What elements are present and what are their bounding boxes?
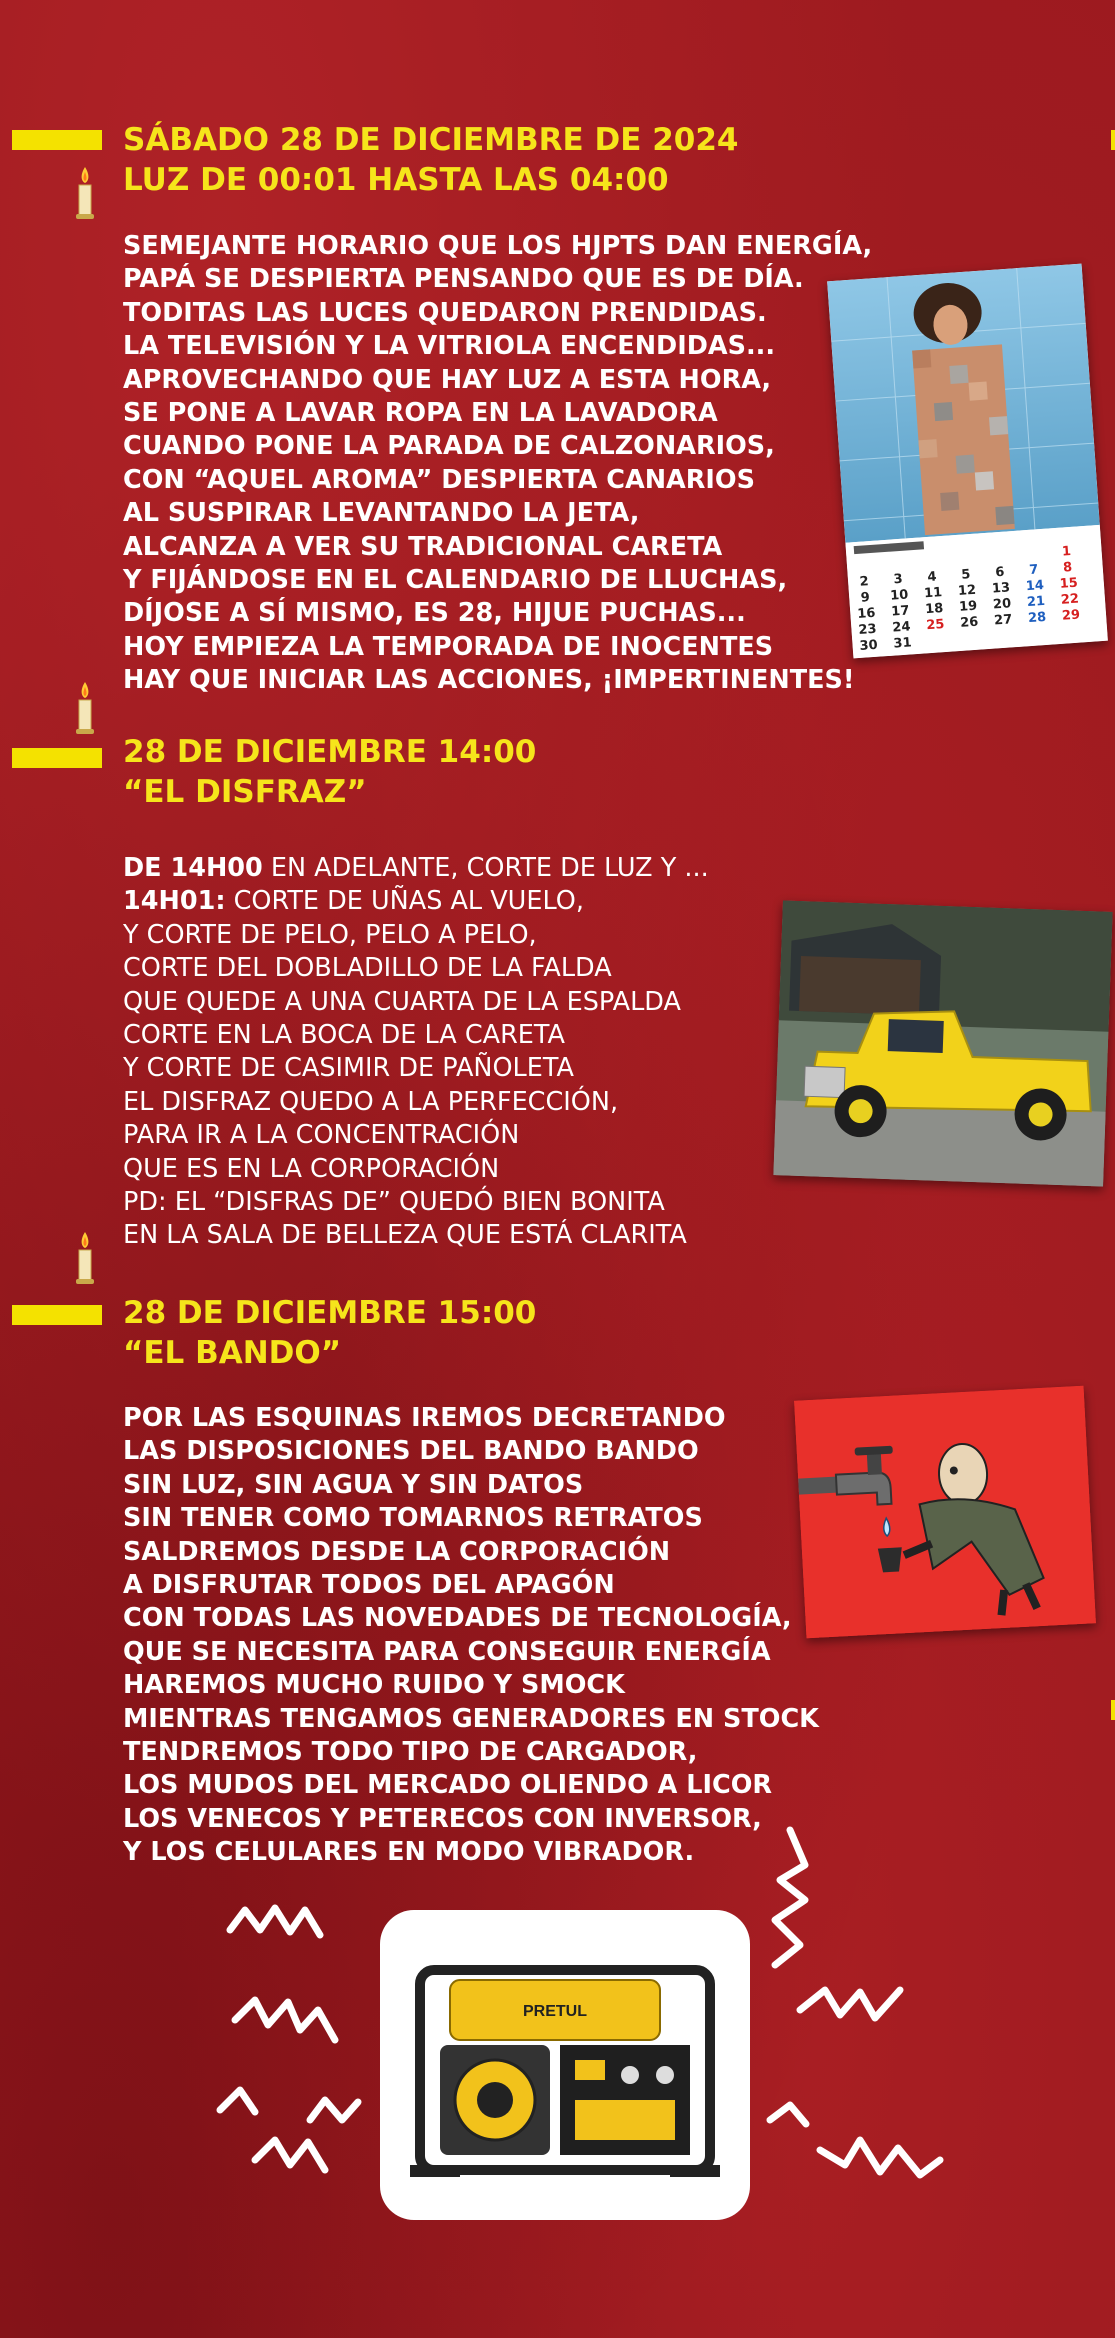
calendar-day: 25 — [925, 617, 945, 634]
calendar-day: 30 — [859, 637, 879, 654]
poem-line-text: EN ADELANTE, CORTE DE LUZ Y ... — [262, 853, 709, 883]
generator-illustration — [380, 1910, 750, 2220]
section-1-title — [123, 120, 738, 200]
poem-line: Y FIJÁNDOSE EN EL CALENDARIO DE LLUCHAS, — [123, 565, 788, 596]
poem-line: A DISFRUTAR TODOS DEL APAGÓN — [123, 1570, 615, 1601]
poem-line — [123, 852, 709, 885]
calendar-day: 2 — [859, 574, 870, 590]
calendar-day: 6 — [994, 564, 1005, 581]
poem-line: CON TODAS LAS NOVEDADES DE TECNOLOGÍA, — [123, 1603, 792, 1634]
calendar-day: 15 — [1059, 575, 1079, 592]
poem-line: HOY EMPIEZA LA TEMPORADA DE INOCENTES — [123, 631, 774, 662]
poem-line-text: CORTE DE UÑAS AL VUELO, — [225, 886, 584, 917]
calendar-day: 9 — [860, 590, 871, 606]
calendar-day: 22 — [1060, 591, 1080, 608]
section-marker-bar — [12, 748, 102, 768]
section-1-poem — [123, 230, 872, 698]
candle-icon — [70, 1230, 100, 1286]
poem-line: SIN LUZ, SIN AGUA Y SIN DATOS — [123, 1469, 584, 1500]
poem-line: HAREMOS MUCHO RUIDO Y SMOCK — [123, 1670, 625, 1701]
poem-line: TENDREMOS TODO TIPO DE CARGADOR, — [123, 1737, 698, 1768]
calendar-illustration — [827, 264, 1108, 659]
calendar-day: 31 — [893, 635, 913, 652]
calendar-day: 12 — [957, 582, 977, 599]
calendar-day: 29 — [1061, 607, 1081, 624]
poem-line: QUE QUEDE A UNA CUARTA DE LA ESPALDA — [123, 986, 681, 1017]
calendar-day: 24 — [891, 619, 912, 636]
faucet-illustration — [794, 1386, 1096, 1639]
calendar-day: 26 — [959, 614, 979, 631]
truck-illustration — [773, 900, 1112, 1186]
section-3-title-line2: “EL BANDO” — [123, 1335, 342, 1371]
poem-line: POR LAS ESQUINAS IREMOS DECRETANDO — [123, 1403, 726, 1433]
calendar-day: 13 — [991, 580, 1011, 597]
poem-line: QUE SE NECESITA PARA CONSEGUIR ENERGÍA — [123, 1636, 771, 1667]
section-marker-bar — [12, 130, 102, 150]
poem-line: Y CORTE DE CASIMIR DE PAÑOLETA — [123, 1053, 574, 1084]
generator-brand-label: PRETUL — [523, 2003, 587, 2020]
section-3-poem — [123, 1402, 819, 1870]
poem-line: LAS DISPOSICIONES DEL BANDO BANDO — [123, 1436, 699, 1467]
calendar-day: 27 — [993, 612, 1013, 629]
poem-line: SE PONE A LAVAR ROPA EN LA LAVADORA — [123, 398, 718, 429]
calendar-day: 18 — [924, 601, 944, 618]
calendar-day: 23 — [857, 621, 878, 638]
yellow-truck-photo — [773, 900, 1112, 1186]
calendar-day: 16 — [856, 605, 876, 623]
candle-icon — [70, 680, 100, 736]
poem-line: PD: EL “DISFRAS DE” QUEDÓ BIEN BONITA — [123, 1187, 665, 1218]
poem-line: Y CORTE DE PELO, PELO A PELO, — [123, 919, 537, 950]
poem-line: SALDREMOS DESDE LA CORPORACIÓN — [123, 1536, 671, 1567]
poem-line: PARA IR A LA CONCENTRACIÓN — [123, 1120, 520, 1151]
calendar-day: 1 — [1061, 544, 1072, 560]
section-2-title — [123, 732, 536, 812]
calendar-day: 20 — [992, 596, 1012, 613]
pixelated-area — [912, 344, 1015, 535]
edge-marker — [1111, 1700, 1115, 1720]
calendar-day: 11 — [923, 585, 943, 602]
candle-icon — [70, 165, 100, 221]
section-1-title-line1: SÁBADO 28 DE DICIEMBRE DE 2024 — [123, 122, 739, 158]
calendar-day: 7 — [1028, 562, 1039, 578]
time-label: 14H01: — [123, 886, 226, 917]
calendar-photo — [827, 264, 1108, 659]
poem-line: EL DISFRAZ QUEDO A LA PERFECCIÓN, — [123, 1086, 619, 1117]
poem-line: APROVECHANDO QUE HAY LUZ A ESTA HORA, — [123, 364, 772, 395]
edge-marker — [1111, 130, 1115, 150]
poem-line: ALCANZA A VER SU TRADICIONAL CARETA — [123, 531, 723, 562]
poem-line: CORTE DEL DOBLADILLO DE LA FALDA — [123, 953, 612, 984]
calendar-day: 5 — [960, 567, 971, 583]
calendar-day: 14 — [1025, 577, 1045, 595]
calendar-day: 21 — [1026, 593, 1046, 611]
section-3-title — [123, 1293, 536, 1373]
poem-line: LA TELEVISIÓN Y LA VITRIOLA ENCENDIDAS... — [123, 331, 776, 362]
poem-line: LOS VENECOS Y PETERECOS CON INVERSOR, — [123, 1803, 762, 1834]
poem-line: DÍJOSE A SÍ MISMO, ES 28, HIJUE PUCHAS... — [123, 598, 746, 629]
poem-line: SIN TENER COMO TOMARNOS RETRATOS — [123, 1503, 703, 1534]
poem-line: EN LA SALA DE BELLEZA QUE ESTÁ CLARITA — [123, 1220, 687, 1251]
section-1-title-line2: LUZ DE 00:01 HASTA LAS 04:00 — [123, 162, 669, 198]
calendar-day: 4 — [926, 569, 938, 586]
calendar-day: 19 — [958, 598, 978, 615]
section-2-poem — [123, 852, 709, 1253]
poem-line: TODITAS LAS LUCES QUEDARON PRENDIDAS. — [123, 297, 767, 328]
faucet-cartoon — [794, 1386, 1096, 1639]
section-2-title-line2: “EL DISFRAZ” — [123, 774, 367, 810]
section-3-title-line1: 28 DE DICIEMBRE 15:00 — [123, 1295, 537, 1331]
poem-line: CON “AQUEL AROMA” DESPIERTA CANARIOS — [123, 464, 755, 495]
time-label: DE 14H00 — [123, 853, 263, 883]
section-marker-bar — [12, 1305, 102, 1325]
poem-line: CORTE EN LA BOCA DE LA CARETA — [123, 1020, 565, 1051]
poem-line: HAY QUE INICIAR LAS ACCIONES, ¡IMPERTINENTES! — [123, 665, 855, 696]
poem-line — [123, 885, 709, 918]
poem-line: PAPÁ SE DESPIERTA PENSANDO QUE ES DE DÍA. — [123, 264, 804, 295]
calendar-day: 10 — [889, 587, 909, 604]
poem-line: CUANDO PONE LA PARADA DE CALZONARIOS, — [123, 431, 775, 462]
poem-line: SEMEJANTE HORARIO QUE LOS HJPTS DAN ENERGÍA, — [123, 231, 873, 261]
generator-card — [380, 1910, 750, 2220]
poem-line: Y LOS CELULARES EN MODO VIBRADOR. — [123, 1837, 695, 1868]
calendar-day: 17 — [890, 603, 910, 620]
section-2-title-line1: 28 DE DICIEMBRE 14:00 — [123, 734, 537, 770]
calendar-day: 8 — [1062, 559, 1073, 576]
poem-line: LOS MUDOS DEL MERCADO OLIENDO A LICOR — [123, 1770, 773, 1801]
poem-line: AL SUSPIRAR LEVANTANDO LA JETA, — [123, 498, 640, 529]
poem-line: MIENTRAS TENGAMOS GENERADORES EN STOCK — [123, 1703, 819, 1734]
calendar-day: 28 — [1027, 609, 1047, 627]
calendar-day: 3 — [893, 571, 904, 588]
poem-line: QUE ES EN LA CORPORACIÓN — [123, 1153, 500, 1184]
